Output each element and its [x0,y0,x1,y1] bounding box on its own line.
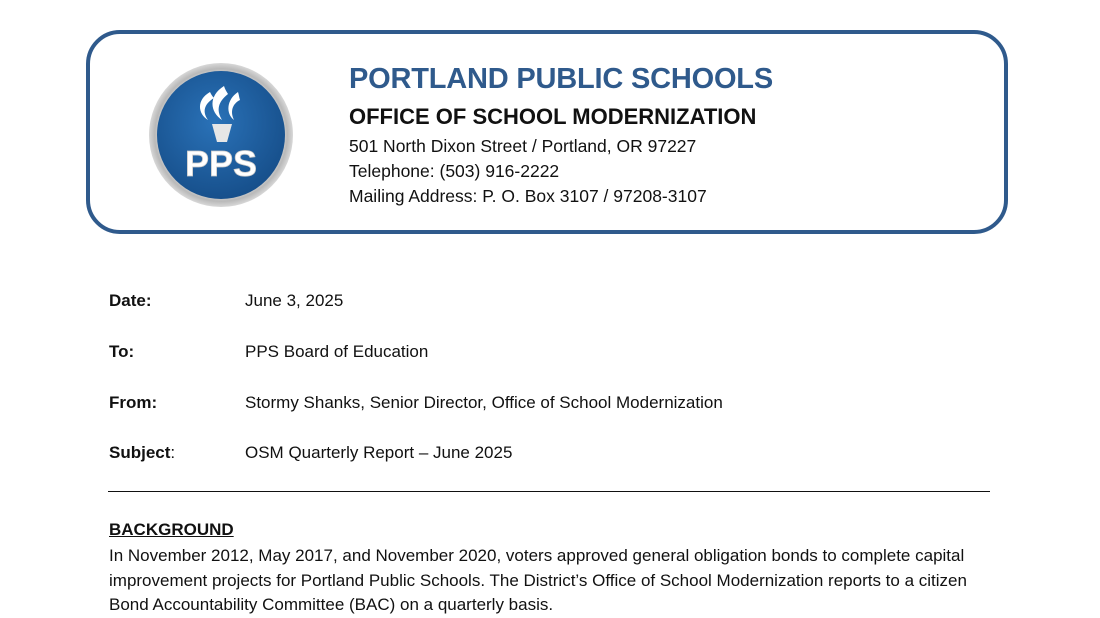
pps-logo [148,62,294,208]
organization-name: PORTLAND PUBLIC SCHOOLS [349,63,773,95]
subject-label-text: Subject [109,443,171,462]
from-label: From: [109,393,158,412]
street-address: 501 North Dixon Street / Portland, OR 97227 [349,136,697,156]
telephone: Telephone: (503) 916-2222 [349,161,560,181]
from-value: Stormy Shanks, Senior Director, Office of School Modernization [245,393,723,412]
subject-label-colon: : [170,443,176,462]
office-name: OFFICE OF SCHOOL MODERNIZATION [349,104,757,129]
logo-text: PPS [184,143,258,184]
background-paragraph: In November 2012, May 2017, and November 2020, voters approved general obligation bonds to complete capital improvement projects for Portland Public Schools. The District’s Office of School Modernization reports to a citizen Bond Accountability Committee (BAC) on a quarterly basis. [109,546,967,614]
subject-label [109,443,175,463]
header-divider [108,491,990,492]
mailing-address: Mailing Address: P. O. Box 3107 / 97208-3107 [349,186,707,206]
date-label: Date: [109,291,152,310]
to-label: To: [109,342,135,361]
subject-value: OSM Quarterly Report – June 2025 [245,443,513,462]
to-value: PPS Board of Education [245,342,429,361]
background-heading: BACKGROUND [109,520,234,539]
date-value: June 3, 2025 [245,291,344,310]
